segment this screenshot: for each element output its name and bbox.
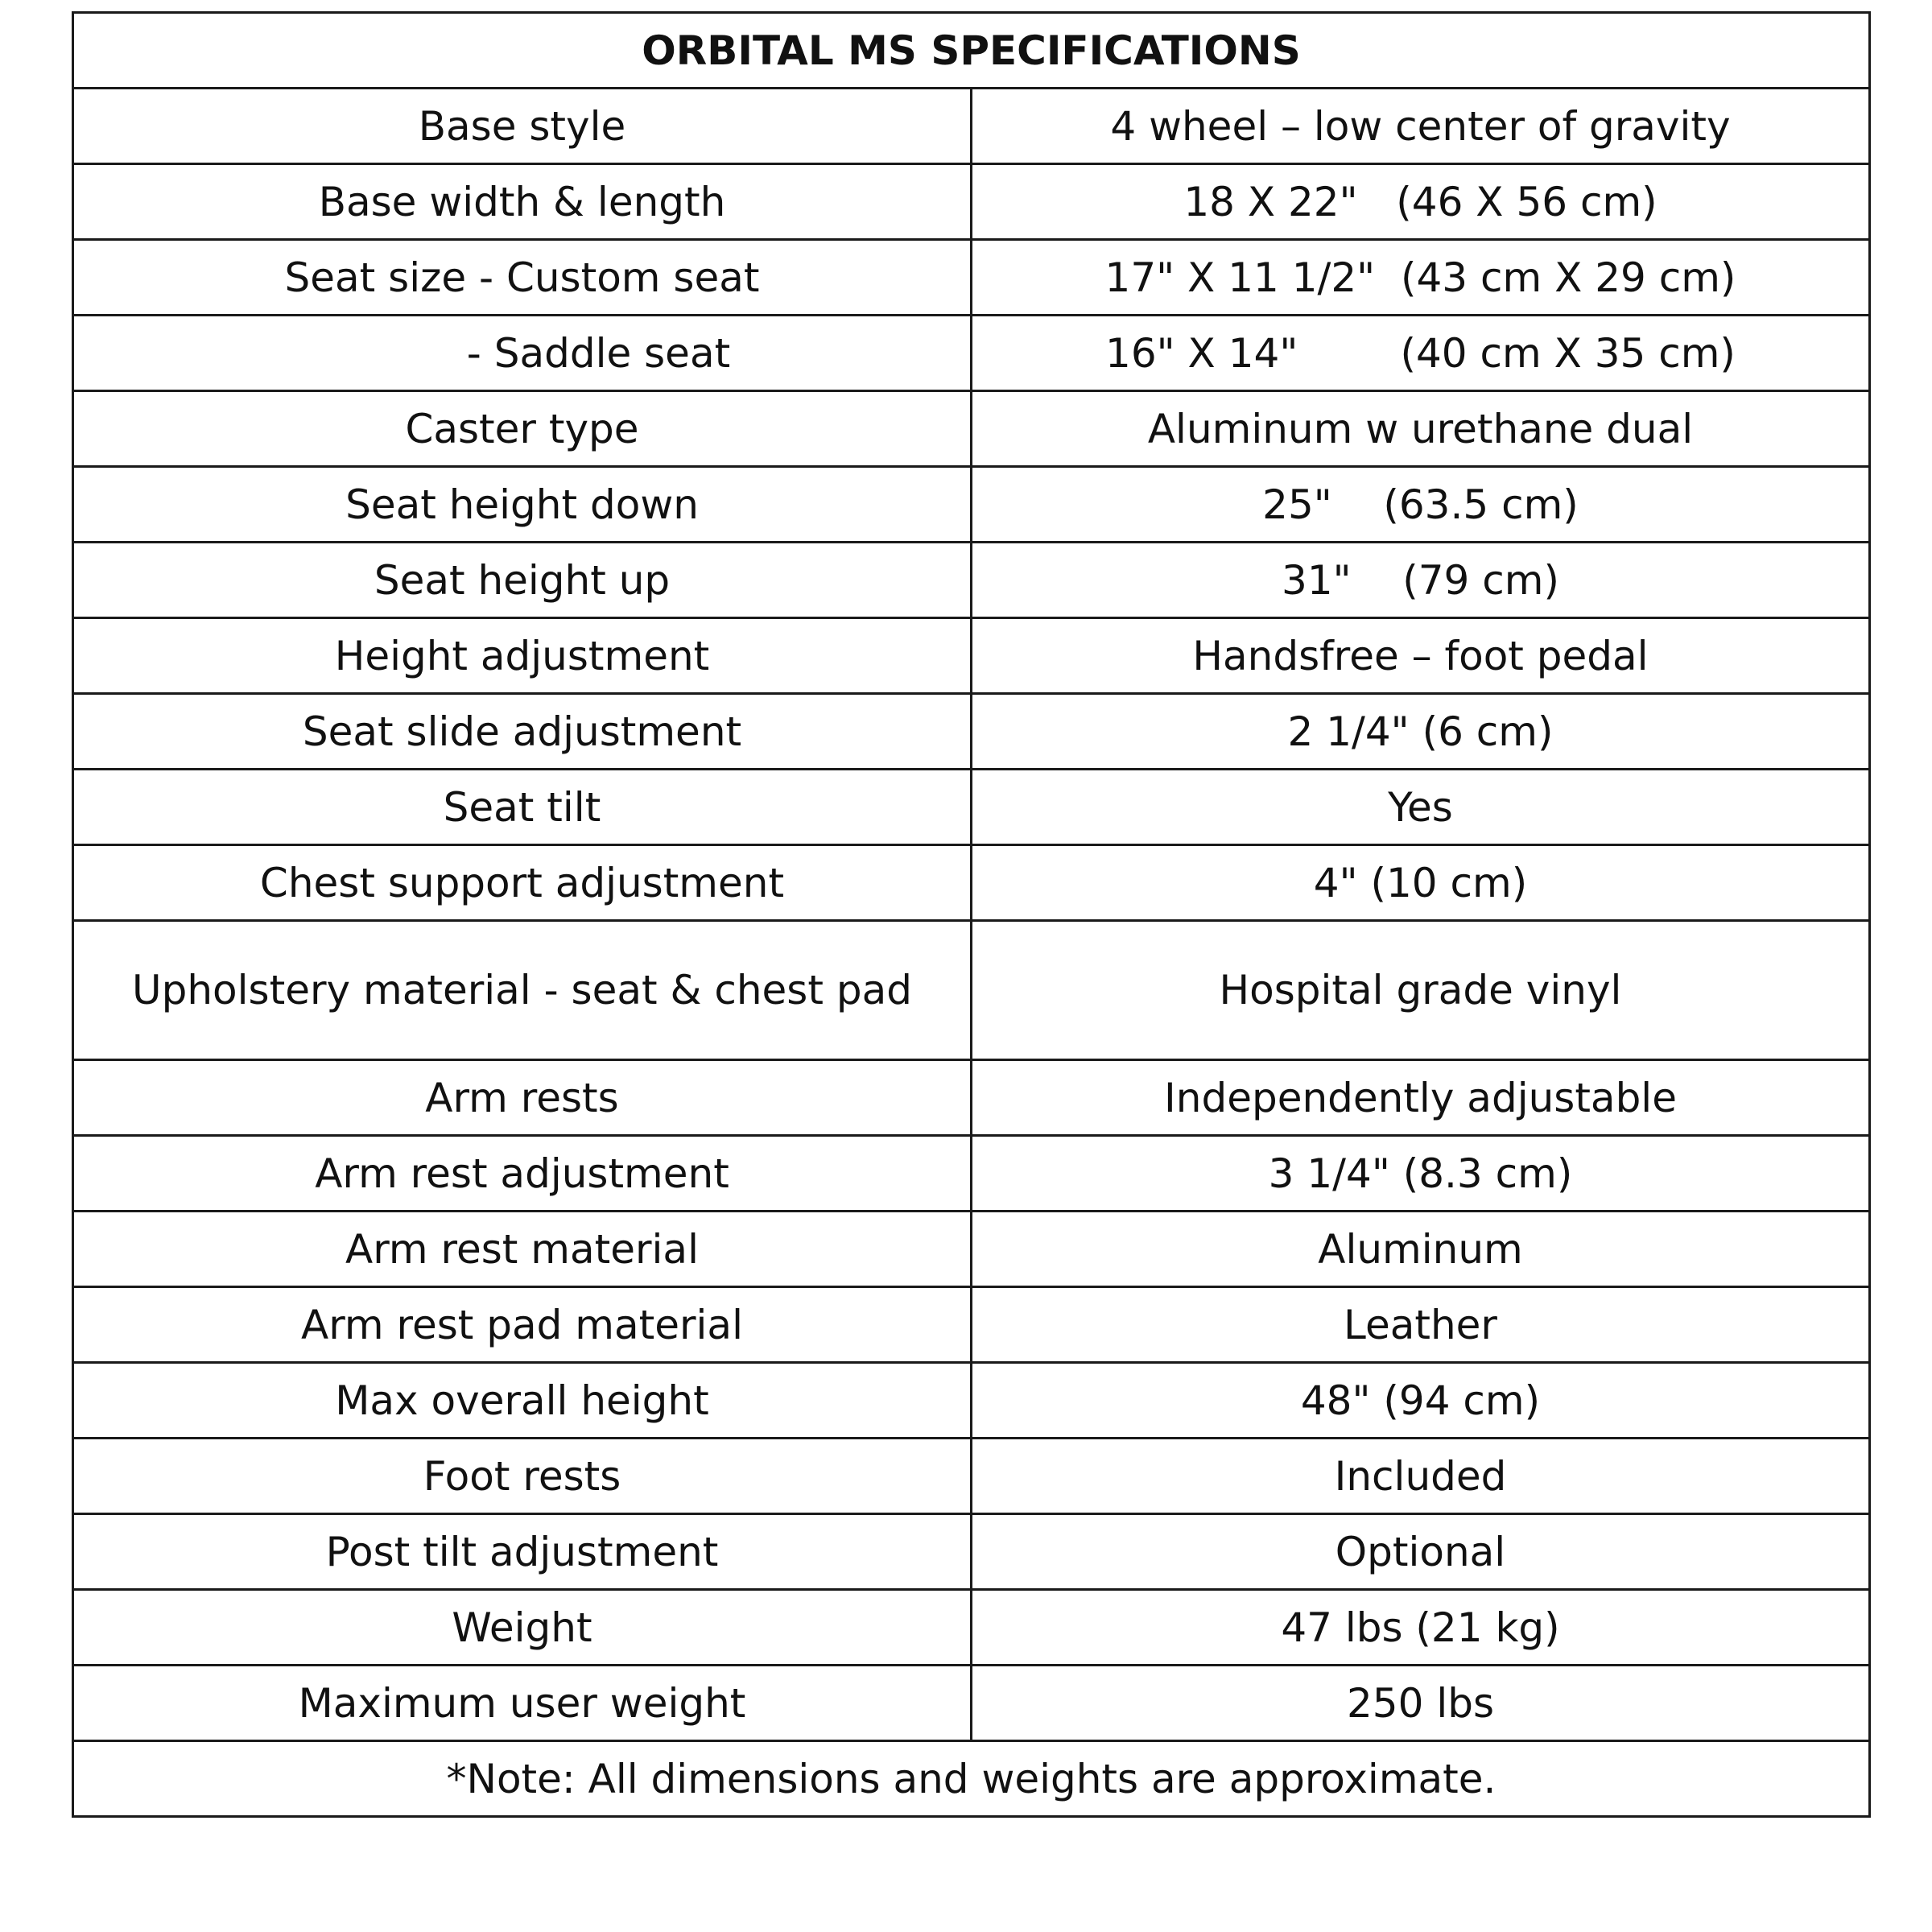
- row-value: 18 X 22" (46 X 56 cm): [972, 164, 1870, 240]
- row-value: 31" (79 cm): [972, 543, 1870, 618]
- row-label: Arm rest pad material: [73, 1287, 972, 1363]
- row-value: Aluminum: [972, 1212, 1870, 1287]
- row-value: 25" (63.5 cm): [972, 467, 1870, 543]
- table-row: [73, 1514, 1870, 1590]
- table-title: ORBITAL MS SPECIFICATIONS: [73, 13, 1870, 89]
- row-label: Arm rest adjustment: [73, 1136, 972, 1212]
- table-row: [73, 921, 1870, 1060]
- row-label: Foot rests: [73, 1439, 972, 1514]
- row-value: Yes: [972, 770, 1870, 845]
- title-row: [73, 13, 1870, 89]
- table-row: [73, 1212, 1870, 1287]
- row-value: 250 lbs: [972, 1666, 1870, 1741]
- table-row: [73, 240, 1870, 316]
- table-row: [73, 316, 1870, 391]
- table-row: [73, 770, 1870, 845]
- table-row: [73, 1666, 1870, 1741]
- row-value: 47 lbs (21 kg): [972, 1590, 1870, 1666]
- row-value: 2 1/4" (6 cm): [972, 694, 1870, 770]
- row-label: Weight: [73, 1590, 972, 1666]
- row-label: Upholstery material - seat & chest pad: [73, 921, 972, 1060]
- table-row: [73, 391, 1870, 467]
- row-label: Seat size - Custom seat: [73, 240, 972, 316]
- table-row: [73, 618, 1870, 694]
- table-row: [73, 1060, 1870, 1136]
- row-value: Hospital grade vinyl: [972, 921, 1870, 1060]
- row-label: - Saddle seat: [73, 316, 972, 391]
- table-row: [73, 1439, 1870, 1514]
- row-label: Arm rests: [73, 1060, 972, 1136]
- row-label: Base width & length: [73, 164, 972, 240]
- row-label: Chest support adjustment: [73, 845, 972, 921]
- table-row: [73, 164, 1870, 240]
- row-label: Caster type: [73, 391, 972, 467]
- row-value: Included: [972, 1439, 1870, 1514]
- table-row: [73, 845, 1870, 921]
- note-row: [73, 1741, 1870, 1817]
- row-value: Handsfree – foot pedal: [972, 618, 1870, 694]
- table-note: *Note: All dimensions and weights are approximate.: [73, 1741, 1870, 1817]
- row-value: 16" X 14" (40 cm X 35 cm): [972, 316, 1870, 391]
- row-label: Maximum user weight: [73, 1666, 972, 1741]
- row-label: Height adjustment: [73, 618, 972, 694]
- row-value: Aluminum w urethane dual: [972, 391, 1870, 467]
- row-label: Post tilt adjustment: [73, 1514, 972, 1590]
- row-label: Base style: [73, 89, 972, 164]
- row-value: 3 1/4" (8.3 cm): [972, 1136, 1870, 1212]
- row-label: Seat slide adjustment: [73, 694, 972, 770]
- row-label: Arm rest material: [73, 1212, 972, 1287]
- table-row: [73, 1136, 1870, 1212]
- row-label: Seat height up: [73, 543, 972, 618]
- row-label: Seat height down: [73, 467, 972, 543]
- table-row: [73, 694, 1870, 770]
- row-value: 48" (94 cm): [972, 1363, 1870, 1439]
- row-value: 17" X 11 1/2" (43 cm X 29 cm): [972, 240, 1870, 316]
- table-row: [73, 543, 1870, 618]
- table-row: [73, 1363, 1870, 1439]
- table-row: [73, 467, 1870, 543]
- row-label: Seat tilt: [73, 770, 972, 845]
- row-value: Independently adjustable: [972, 1060, 1870, 1136]
- row-value: Leather: [972, 1287, 1870, 1363]
- table-row: [73, 89, 1870, 164]
- row-value: 4" (10 cm): [972, 845, 1870, 921]
- table-row: [73, 1287, 1870, 1363]
- specifications-table: [72, 11, 1871, 1818]
- row-value: 4 wheel – low center of gravity: [972, 89, 1870, 164]
- row-value: Optional: [972, 1514, 1870, 1590]
- row-label: Max overall height: [73, 1363, 972, 1439]
- table-row: [73, 1590, 1870, 1666]
